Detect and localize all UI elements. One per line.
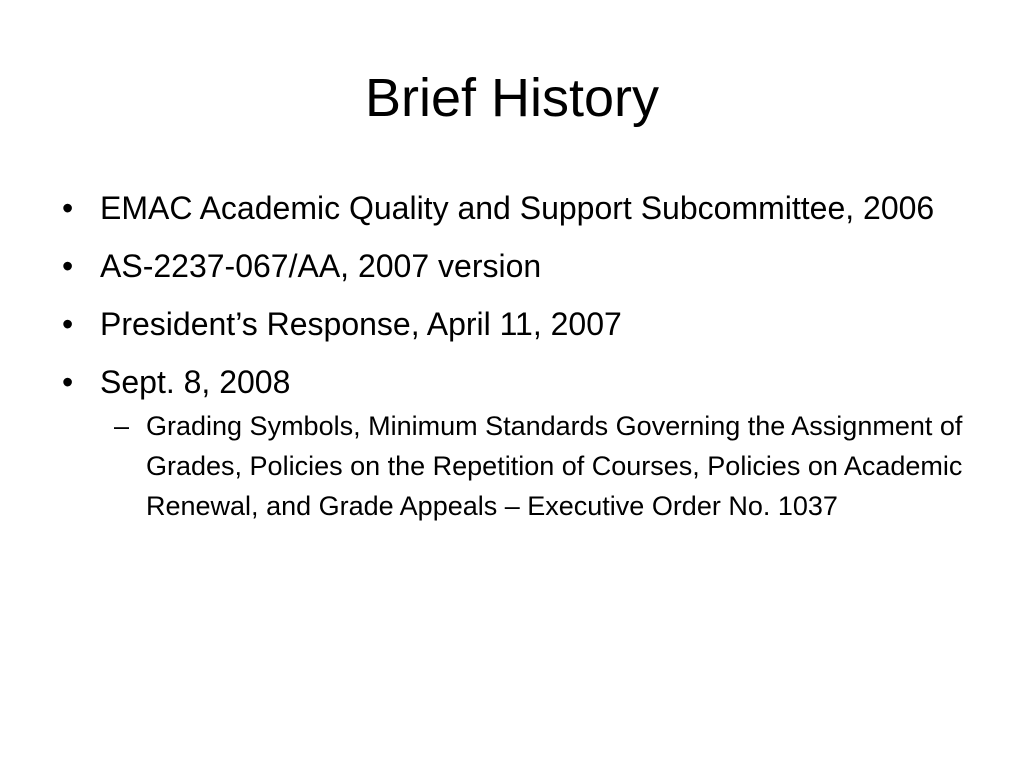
sub-bullet-marker: – [114, 411, 130, 441]
bullet-marker: • [62, 190, 74, 226]
sub-bullet-item [100, 406, 982, 526]
bullet-item [62, 304, 982, 344]
bullet-text: President’s Response, April 11, 2007 [100, 306, 622, 342]
bullet-item [62, 362, 982, 526]
bullet-marker: • [62, 364, 74, 400]
bullet-text: Sept. 8, 2008 [100, 364, 291, 400]
bullet-text: EMAC Academic Quality and Support Subcommittee, 2006 [100, 190, 935, 226]
sub-bullet-list [100, 406, 982, 526]
bullet-text: AS-2237-067/AA, 2007 version [100, 248, 542, 284]
bullet-marker: • [62, 248, 74, 284]
bullet-item [62, 246, 982, 286]
slide-title: Brief History [364, 68, 660, 128]
bullet-marker: • [62, 306, 74, 342]
bullet-item [62, 188, 982, 228]
sub-bullet-text: Grading Symbols, Minimum Standards Governing the Assignment of Grades, Policies on the Repetition of Courses, Policies on Academic Renewal, and Grade Appeals – Executive Order No. 1037 [146, 411, 963, 521]
bullet-list [62, 188, 982, 544]
